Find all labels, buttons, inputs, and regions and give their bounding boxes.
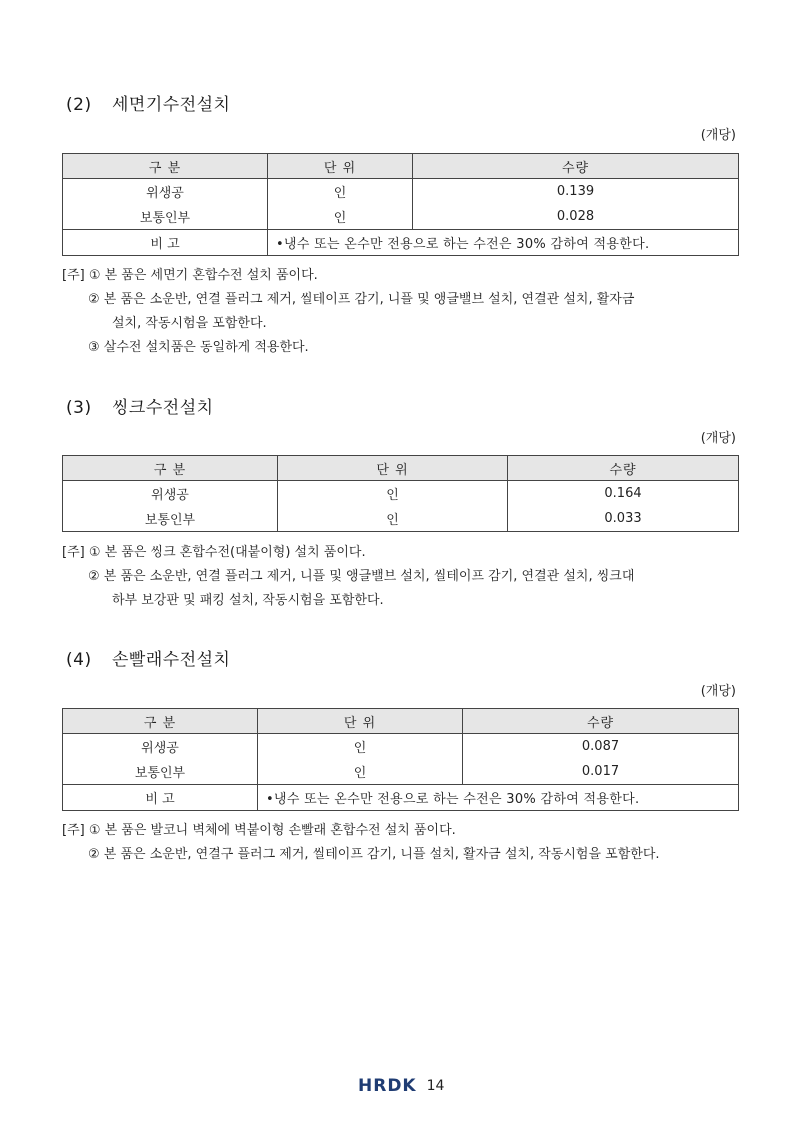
cell-unit: 인 bbox=[278, 481, 508, 507]
notes-block bbox=[62, 264, 752, 360]
note-line: ② 본 품은 소운반, 연결 플러그 제거, 씰테이프 감기, 니플 및 앵글밸브 설치, 연결관 설치, 활자금 bbox=[88, 292, 635, 307]
cell-qty: 0.139 bbox=[413, 179, 739, 205]
remark-label: 비 고 bbox=[63, 785, 258, 811]
col-header-unit: 단 위 bbox=[268, 154, 413, 179]
section-heading: 세면기수전설치 bbox=[112, 95, 231, 115]
cell-unit: 인 bbox=[258, 734, 463, 760]
note-line: ③ 살수전 설치품은 동일하게 적용한다. bbox=[88, 340, 309, 355]
section-number: (4) bbox=[66, 650, 92, 670]
table-header-row bbox=[63, 154, 739, 179]
cell-qty: 0.033 bbox=[508, 506, 739, 532]
notes-block bbox=[62, 819, 752, 867]
unit-note: (개당) bbox=[700, 684, 736, 699]
cell-qty: 0.087 bbox=[463, 734, 739, 760]
table-row bbox=[63, 734, 739, 760]
remark-label: 비 고 bbox=[63, 230, 268, 256]
note-line: 하부 보강판 및 패킹 설치, 작동시험을 포함한다. bbox=[112, 593, 384, 608]
cell-item: 보통인부 bbox=[63, 506, 278, 532]
cell-unit: 인 bbox=[278, 506, 508, 532]
unit-note: (개당) bbox=[700, 128, 736, 143]
remark-row bbox=[63, 230, 739, 256]
cell-item: 보통인부 bbox=[63, 759, 258, 785]
section-number: (2) bbox=[66, 95, 92, 115]
note-line: [주] ① 본 품은 씽크 혼합수전(대붙이형) 설치 품이다. bbox=[62, 545, 366, 560]
remark-text: •냉수 또는 온수만 전용으로 하는 수전은 30% 감하여 적용한다. bbox=[268, 230, 739, 256]
cell-unit: 인 bbox=[268, 204, 413, 230]
col-header-category: 구 분 bbox=[63, 154, 268, 179]
table-header-row bbox=[63, 456, 739, 481]
section-heading: 씽크수전설치 bbox=[112, 398, 214, 418]
col-header-quantity: 수량 bbox=[508, 456, 739, 481]
spec-table bbox=[62, 153, 739, 256]
col-header-category: 구 분 bbox=[63, 709, 258, 734]
cell-item: 위생공 bbox=[63, 734, 258, 760]
col-header-quantity: 수량 bbox=[463, 709, 739, 734]
cell-qty: 0.028 bbox=[413, 204, 739, 230]
table-row bbox=[63, 481, 739, 507]
section-title bbox=[66, 393, 214, 418]
col-header-unit: 단 위 bbox=[258, 709, 463, 734]
cell-item: 위생공 bbox=[63, 179, 268, 205]
remark-row bbox=[63, 785, 739, 811]
cell-unit: 인 bbox=[258, 759, 463, 785]
cell-qty: 0.017 bbox=[463, 759, 739, 785]
hrdk-logo: HRDK bbox=[358, 1076, 417, 1096]
section-heading: 손빨래수전설치 bbox=[112, 650, 231, 670]
table-row bbox=[63, 506, 739, 532]
note-line: 설치, 작동시험을 포함한다. bbox=[112, 316, 267, 331]
section-title bbox=[66, 90, 230, 115]
table-row bbox=[63, 179, 739, 205]
spec-table bbox=[62, 708, 739, 811]
spec-table bbox=[62, 455, 739, 532]
col-header-category: 구 분 bbox=[63, 456, 278, 481]
cell-qty: 0.164 bbox=[508, 481, 739, 507]
section-number: (3) bbox=[66, 398, 92, 418]
remark-text: •냉수 또는 온수만 전용으로 하는 수전은 30% 감하여 적용한다. bbox=[258, 785, 739, 811]
unit-note: (개당) bbox=[700, 431, 736, 446]
cell-item: 위생공 bbox=[63, 481, 278, 507]
notes-block bbox=[62, 541, 752, 613]
cell-unit: 인 bbox=[268, 179, 413, 205]
note-line: ② 본 품은 소운반, 연결구 플러그 제거, 씰테이프 감기, 니플 설치, 활자금 설치, 작동시험을 포함한다. bbox=[88, 847, 660, 862]
table-row bbox=[63, 204, 739, 230]
cell-item: 보통인부 bbox=[63, 204, 268, 230]
note-line: [주] ① 본 품은 세면기 혼합수전 설치 품이다. bbox=[62, 268, 318, 283]
section-title bbox=[66, 645, 230, 670]
note-line: [주] ① 본 품은 발코니 벽체에 벽붙이형 손빨래 혼합수전 설치 품이다. bbox=[62, 823, 456, 838]
col-header-unit: 단 위 bbox=[278, 456, 508, 481]
page-footer bbox=[358, 1076, 444, 1096]
note-line: ② 본 품은 소운반, 연결 플러그 제거, 니플 및 앵글밸브 설치, 씰테이프 감기, 연결관 설치, 씽크대 bbox=[88, 569, 635, 584]
table-header-row bbox=[63, 709, 739, 734]
page-number: 14 bbox=[426, 1078, 445, 1094]
col-header-quantity: 수량 bbox=[413, 154, 739, 179]
table-row bbox=[63, 759, 739, 785]
